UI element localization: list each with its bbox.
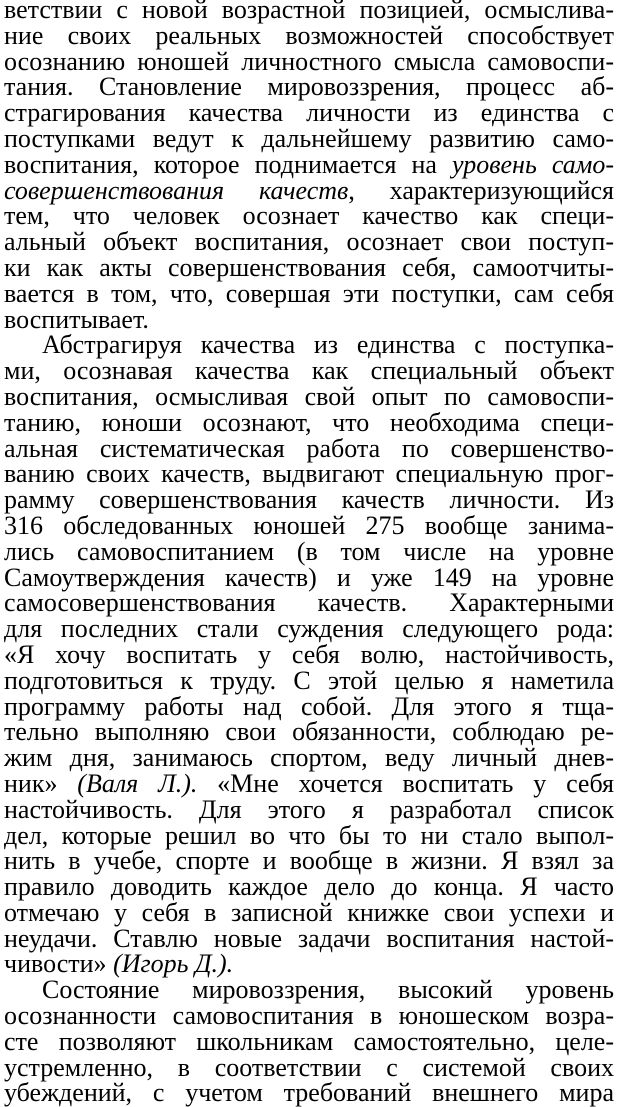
text-segment: воспитывает.	[4, 304, 149, 334]
text-segment: нить в учебе, спорте и вообще в жизни. Я взял за	[4, 846, 614, 876]
text-segment: «Мне хочется воспитать у себя	[197, 768, 615, 798]
text-segment: подготовиться к труду. С этой целью я наметила	[4, 665, 614, 695]
text-segment: 316 обследованных юношей 275 вообще занима-	[4, 510, 614, 540]
text-line	[4, 74, 614, 100]
text-line	[4, 848, 614, 874]
text-segment: тельно выполняю свои обязанности, соблюдаю ре-	[4, 717, 614, 747]
text-line	[4, 794, 614, 824]
paragraph-first-line	[4, 977, 614, 1003]
text-line	[4, 487, 614, 513]
text-segment: Самоутверждения качеств) и уже 149 на уровне	[4, 562, 614, 592]
text-line	[4, 874, 614, 900]
text-segment: тем, что человек осознает качество как специ-	[4, 201, 614, 231]
text-segment: страгирования качества личности из единства с	[4, 98, 614, 128]
text-segment: Абстрагируя качества из единства с поступка-	[42, 330, 614, 360]
text-line	[4, 616, 614, 642]
text-segment: сте позволяют школьникам самостоятельно, целе-	[4, 1026, 614, 1056]
text-segment: воспитания, осмысливая свой опыт по самовоспи-	[4, 381, 614, 411]
text-segment: рамму совершенствования качеств личности. Из	[4, 485, 614, 515]
book-page	[4, 0, 614, 1106]
text-line	[4, 20, 614, 50]
text-segment: ветствии с новой возрастной позицией, осмыслива-	[4, 0, 614, 24]
text-line	[4, 590, 614, 616]
text-segment: программу работы над собой. Для этого я тща-	[4, 691, 614, 721]
text-segment: настойчивость. Для этого я разработал список	[4, 794, 614, 824]
text-line	[4, 639, 614, 669]
text-segment: лись самовоспитанием (в том числе на уровне	[4, 536, 614, 566]
text-line	[4, 768, 615, 798]
italic-text: (Валя Л.).	[77, 768, 198, 798]
text-line	[4, 1052, 614, 1082]
text-line	[4, 433, 614, 463]
text-segment: неудачи. Ставлю новые задачи воспитания настой-	[4, 923, 614, 953]
text-segment: жим дня, занимаюсь спортом, веду личный днев-	[4, 743, 614, 773]
text-line	[4, 229, 614, 255]
text-line	[4, 461, 614, 487]
text-line	[4, 278, 614, 308]
text-segment: ние своих реальных возможностей способствует	[4, 20, 614, 50]
text-segment: ми, осознавая качества как специальный объект	[4, 356, 614, 386]
text-segment: для последних стали суждения следующего рода:	[4, 614, 614, 644]
text-line	[4, 510, 614, 540]
text-line	[4, 0, 614, 23]
text-line	[4, 407, 614, 437]
text-segment: вается в том, что, совершая эти поступки, сам себя	[4, 278, 614, 308]
text-segment: «Я хочу воспитать у себя волю, настойчивость,	[4, 639, 614, 669]
text-line	[4, 100, 614, 126]
text-segment: убеждений, с учетом требований внешнего мира	[4, 1078, 614, 1107]
text-segment: , характеризующийся	[348, 175, 615, 205]
text-line	[4, 820, 614, 850]
text-segment: отмечаю у себя в записной книжке свои успехи и	[4, 897, 614, 927]
text-line	[4, 1080, 614, 1106]
text-line	[4, 1003, 614, 1029]
text-segment: осознанности самовоспитания в юношеском возра-	[4, 1001, 614, 1031]
text-segment: дел, которые решил во что бы то ни стало выпол-	[4, 820, 614, 850]
text-line	[4, 897, 614, 927]
text-segment: танию, юноши осознают, что необходима специ-	[4, 407, 614, 437]
text-line	[4, 536, 614, 566]
text-line	[4, 562, 614, 592]
text-line	[4, 175, 615, 205]
text-line	[4, 358, 614, 384]
italic-text: уровень само-	[452, 149, 614, 179]
text-line	[4, 1026, 614, 1056]
paragraph-first-line	[4, 332, 614, 358]
text-line	[4, 923, 614, 953]
text-segment: альный объект воспитания, осознает свои поступ-	[4, 227, 614, 257]
text-line	[4, 951, 614, 977]
text-line	[4, 381, 614, 411]
text-line	[4, 203, 614, 229]
italic-text: совершенствования качеств	[4, 175, 349, 205]
text-segment: альная систематическая работа по совершенство-	[4, 433, 614, 463]
text-line	[4, 304, 614, 334]
text-line	[4, 123, 614, 153]
text-segment: ки как акты совершенствования себя, самоотчиты-	[4, 252, 614, 282]
text-line	[4, 745, 614, 771]
text-segment: устремленно, в соответствии с системой своих	[4, 1052, 614, 1082]
text-segment: ник»	[4, 768, 78, 798]
text-line	[4, 665, 614, 695]
text-body	[4, 0, 614, 1106]
text-segment: тания. Становление мировоззрения, процесс аб-	[4, 72, 614, 102]
text-line	[4, 252, 614, 282]
text-segment: осознанию юношей личностного смысла самовоспи-	[4, 46, 614, 76]
text-line	[4, 691, 614, 721]
text-segment: ванию своих качеств, выдвигают специальную прог-	[4, 459, 614, 489]
text-segment: Состояние мировоззрения, высокий уровень	[42, 975, 614, 1005]
text-segment: поступками ведут к дальнейшему развитию само-	[4, 123, 614, 153]
italic-text: (Игорь Д.).	[113, 949, 234, 979]
text-segment: воспитания, которое поднимается на	[4, 149, 453, 179]
text-segment: самосовершенствования качеств. Характерными	[4, 588, 614, 618]
text-segment: правило доводить каждое дело до конца. Я часто	[4, 872, 614, 902]
text-line	[4, 149, 614, 179]
text-line	[4, 719, 614, 745]
text-line	[4, 46, 614, 76]
text-segment: чивости»	[4, 949, 114, 979]
